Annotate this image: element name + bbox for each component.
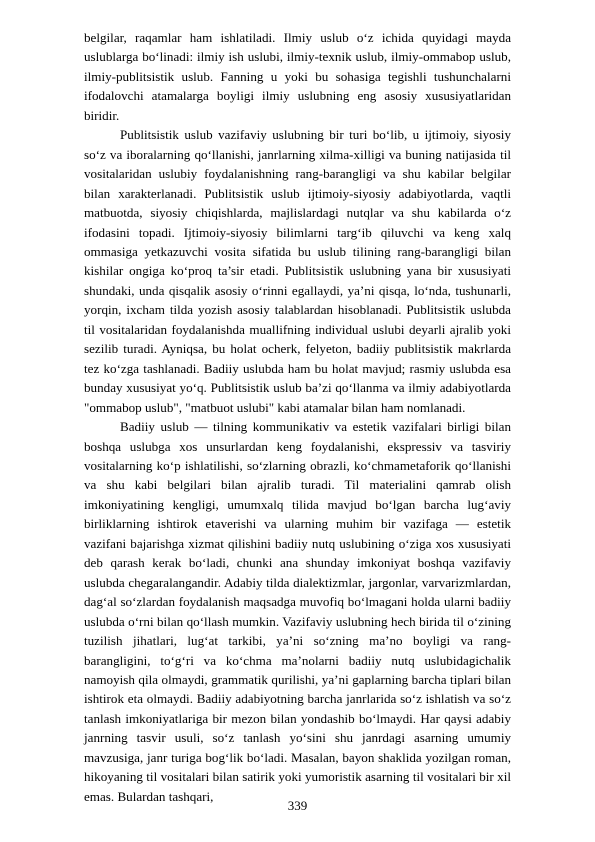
- paragraph-scientific-style-end: belgilar, raqamlar ham ishlatiladi. Ilmiy uslub o‘z ichida quyidagi mayda uslublarga bo‘linadi: ilmiy ish uslubi, ilmiy-texnik uslub, ilmiy-ommabop uslub, ilmiy-publitsistik uslub. Fanning u yoki bu sohasiga tegishli tushunchalarni ifodalovchi atamalarga boyligi ilmiy uslubning eng asosiy xususiyatlaridan biridir.: [84, 30, 511, 123]
- page-number: 339: [287, 798, 308, 813]
- paragraph-artistic-style: Badiiy uslub — tilning kommunikativ va estetik vazifalari birligi bilan boshqa uslubga xos unsurlardan keng foydalanishi, ekspressiv va tasviriy vositalarning ko‘p ishlatilishi, so‘zlarning obrazli, ko‘chmametaforik qo‘llanishi va shu kabi belgilari bilan ajralib turadi. Til materialini qamrab olish imkoniyatining kengligi, umumxalq tilida mavjud bo‘lgan barcha lug‘aviy birliklarning ishtirok etaverishi va ularning muhim bir vazifaga — estetik vazifani bajarishga xizmat qilishini badiiy nutq uslubining o‘ziga xos xususiyati deb qarash kerak bo‘ladi, chunki ana shunday imkoniyat boshqa vazifaviy uslubda chegaralangandir. Adabiy tilda dialektizmlar, jargonlar, varvarizmlardan, dag‘al so‘zlardan foydalanish maqsadga muvofiq bo‘lmagani holda ularni badiiy uslubda o‘rni bilan qo‘llash mumkin. Vazifaviy uslubning hech birida til o‘zining tuzilish jihatlari, lug‘at tarkibi, ya’ni so‘zning ma’no boyligi va rang-barangligini, to‘g‘ri va ko‘chma ma’nolarni badiiy nutq uslubidagichalik namoyish qila olmaydi, grammatik qurilishi, ya’ni gaplarning barcha tiplari bilan ishtirok eta olmaydi. Badiiy adabiyotning barcha janrlarida so‘z ishlatish va so‘z tanlash imkoniyatlariga bir mezon bilan yondashib bo‘lmaydi. Har qaysi adabiy janrning tasvir usuli, so‘z tanlash yo‘sini shu janrdagi asarning umumiy mavzusiga, janr turiga bog‘lik bo‘ladi. Masalan, bayon shaklida yozilgan roman, hikoyaning til vositalari bilan satirik yoki yumoristik asarning til vositalari bir xil emas. Bulardan tashqari,: [84, 419, 511, 804]
- document-page: [84, 28, 511, 806]
- paragraph-publicistic-style: Publitsistik uslub vazifaviy uslubning bir turi bo‘lib, u ijtimoiy, siyosiy so‘z va iboralarning qo‘llanishi, janrlarning xilma-xilligi va buning natijasida til vositalaridan uslubiy foydalanishning rang-barangligi va shu kabilar belgilar bilan xarakterlanadi. Publitsistik uslub ijtimoiy-siyosiy adabiyotlarda, vaqtli matbuotda, siyosiy chiqishlarda, majlislardagi nutqlar va shu kabilarda o‘z ifodasini topadi. Ijtimoiy-siyosiy bilimlarni targ‘ib qiluvchi va keng xalq ommasiga yetkazuvchi vosita sifatida bu uslub tilining rang-barangligi bilan kishilar ongiga ko‘proq ta’sir etadi. Publitsistik uslubning yana bir xususiyati shundaki, unda qisqalik asosiy o‘rinni egallaydi, ya’ni qisqa, lo‘nda, tushunarli, yorqin, ixcham tilda yozish asosiy talablardan hisoblanadi. Publitsistik uslubda til vositalaridan foydalanishda muallifning individual uslubi deyarli ajralib yoki sezilib turadi. Ayniqsa, bu holat ocherk, felyeton, badiiy publitsistik makrlarda tez ko‘zga tashlanadi. Badiiy uslubda ham bu holat mavjud; rasmiy uslubda esa bunday xususiyat yo‘q. Publitsistik uslub ba’zi qo‘llanma va ilmiy adabiyotlarda "ommabop uslub", "matbuot uslubi" kabi atamalar bilan ham nomlanadi.: [84, 127, 511, 415]
